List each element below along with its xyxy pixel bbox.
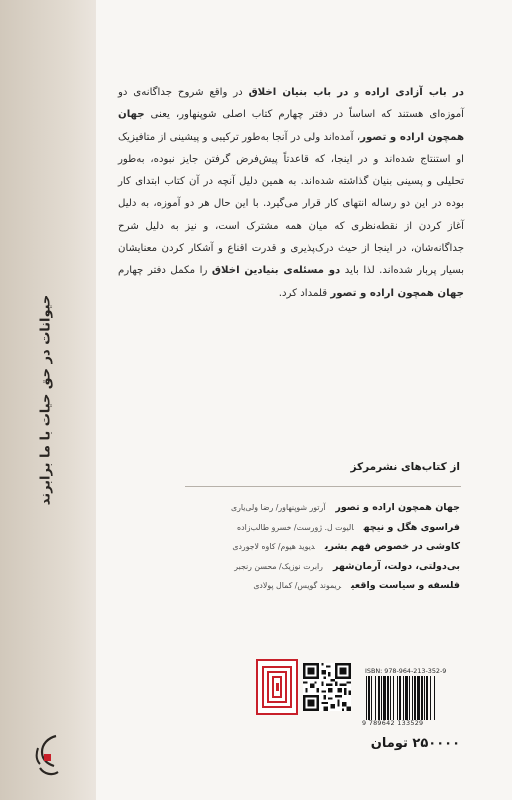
barcode-bar	[409, 676, 410, 720]
list-item	[140, 515, 460, 535]
related-books-heading: از کتاب‌های نشرمرکز	[350, 461, 460, 473]
barcode-bar	[424, 676, 425, 720]
book-author: آرتور شوپنهاور/ رضا ولی‌یاری	[231, 503, 326, 512]
book-author: ریموند گویس/ کمال پولادی	[253, 581, 341, 590]
spine-title: حیوانات در حق حیات با ما برابرند	[38, 294, 54, 506]
blurb-bold-text: جهان همچون اراده و تصور	[330, 287, 464, 299]
barcode-bar	[430, 676, 431, 720]
blurb-bold-text: در باب آزادی اراده	[365, 87, 464, 98]
barcode-bar	[387, 676, 389, 720]
barcode-bar	[414, 676, 416, 720]
isbn-text: ISBN: 978-964-213-352-9	[365, 667, 447, 675]
qr-code-icon	[303, 663, 351, 711]
barcode-icon	[365, 676, 461, 720]
publisher-logo-icon	[256, 659, 298, 715]
book-title: فراسوی هگل و نیچه	[363, 521, 460, 533]
list-item	[140, 534, 460, 554]
barcode-bar	[371, 676, 372, 720]
blurb-bold-text: در باب بنیان اخلاق	[248, 87, 349, 98]
barcode-bar	[381, 676, 382, 720]
list-item	[140, 554, 460, 574]
barcode-bar	[426, 676, 428, 720]
barcode-bar	[412, 676, 413, 720]
book-title: فلسفه و سیاست واقعی	[351, 580, 460, 591]
blurb-bold-text: دو مسئله‌ی بنیادین اخلاق	[211, 265, 341, 277]
barcode-bar	[368, 676, 370, 720]
blurb-text: و	[348, 87, 366, 98]
blurb-text: را مکمل دفتر چهارم	[118, 265, 212, 277]
price-label: ۲۵۰۰۰۰ تومان	[370, 736, 460, 751]
barcode-bar	[393, 676, 394, 720]
book-title: کاوشی در خصوص فهم بشری	[324, 541, 460, 552]
book-author: رابرت نوزیک/ محسن رنجبر	[234, 561, 323, 571]
barcode-bar	[378, 676, 380, 720]
blurb-text: ، آمده‌اند ولی در آنجا به‌طور ترکیبی و پیشینی از متافیزیک او استنتاج شده‌اند و در اینجا، که قاعدتاً پیش‌فرض گرفتن جایز نبوده، به‌طور تحلیلی و پسینی بنیان گذاشته شده‌اند. به همین دلیل آنچه در آن کتاب ابتدای کار بوده در این دو رساله انتهای کار قرار می‌گیرد. با این حال هر دو آموزه، به دلیل آغاز کردن از نقطه‌نظری که میان همه مشترک است، و نیز به دلیل شرح جداگانه‌شان، در اینجا از حیث درک‌پذیری و قدرت اقناع و آشکار کردن معنایشان بسیار پربار شده‌اند. لذا باید	[118, 131, 464, 277]
list-item	[140, 573, 460, 593]
list-item	[140, 495, 460, 515]
blurb-text: در واقع شروح جداگانه‌ی دو آموزه‌ای هستند که اساساً در دفتر چهارم کتاب اصلی شوپنهاور، یعنی	[118, 87, 464, 121]
book-title: جهان همچون اراده و تصور	[335, 502, 460, 513]
barcode-bar	[390, 676, 391, 720]
book-author: الیوت ل. ژورست/ خسرو طالب‌زاده	[237, 522, 354, 532]
blurb-bold-text: جهان همچون اراده و تصور	[118, 109, 465, 143]
barcode-bar	[366, 676, 367, 720]
barcode-bar	[417, 676, 420, 720]
barcode-digits: 9 789642 133529	[362, 719, 424, 727]
barcode-bar	[375, 676, 376, 720]
barcode-bar	[405, 676, 408, 720]
barcode-bar	[403, 676, 404, 720]
related-books-list	[140, 495, 460, 593]
publisher-monogram-icon	[30, 730, 64, 780]
barcode-bar	[399, 676, 401, 720]
blurb-text: قلمداد کرد.	[278, 287, 331, 299]
book-author: دیوید هیوم/ کاوه لاجوردی	[232, 542, 315, 551]
blurb-paragraph	[118, 82, 464, 305]
barcode-bar	[434, 676, 435, 720]
spine-band	[0, 0, 96, 800]
barcode-bar	[421, 676, 423, 720]
book-title: بی‌دولتی، دولت، آرمان‌شهر	[332, 560, 460, 572]
divider	[185, 486, 461, 487]
barcode-bar	[383, 676, 386, 720]
barcode-bar	[397, 676, 398, 720]
